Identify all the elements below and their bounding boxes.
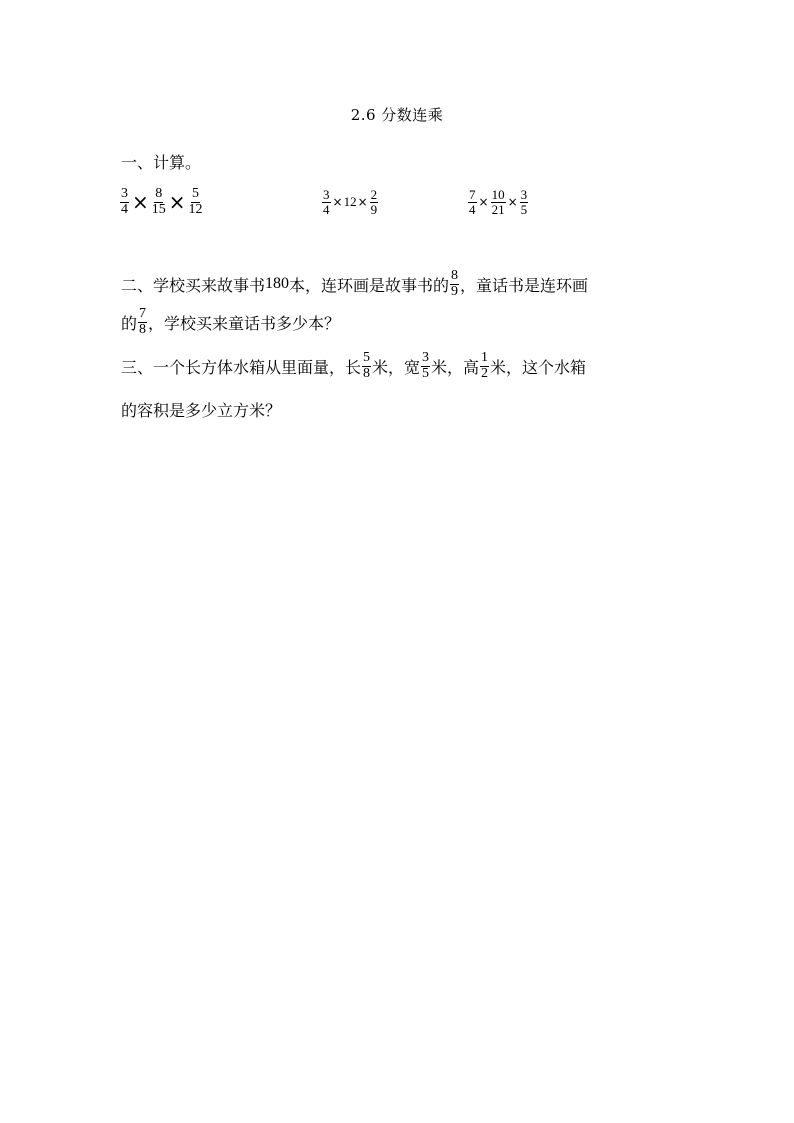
- expression-1: [119, 180, 204, 224]
- numerator: 3: [121, 185, 128, 201]
- section2-text: 二、学校买来故事书: [121, 275, 266, 295]
- multiply-sign: ×: [507, 195, 518, 209]
- fraction: [152, 187, 166, 217]
- denominator: 12: [188, 201, 203, 217]
- denominator: 4: [469, 201, 476, 217]
- denominator: 8: [139, 321, 147, 337]
- numerator: 8: [451, 267, 459, 283]
- fraction: [120, 187, 129, 217]
- denominator: 5: [520, 201, 528, 217]
- numerator: 8: [155, 185, 163, 201]
- denominator: 4: [121, 201, 128, 217]
- fraction: [450, 269, 459, 299]
- fraction: [421, 351, 430, 381]
- section2-text: ，童话书是连环画: [460, 275, 589, 295]
- fraction: [138, 307, 147, 337]
- denominator: 2: [481, 365, 489, 381]
- denominator: 9: [370, 201, 378, 217]
- section3-text: 三、一个长方体水箱从里面量，长: [121, 357, 362, 377]
- multiply-sign: ×: [478, 195, 489, 209]
- expression-2: [321, 180, 379, 224]
- fraction: [468, 188, 477, 216]
- denominator: 9: [451, 283, 459, 299]
- section2-line2: [121, 302, 340, 342]
- numerator: 5: [363, 349, 371, 365]
- section1-heading-text: 一、计算。: [121, 153, 202, 172]
- section1-heading: [121, 150, 201, 173]
- multiply-sign: ×: [168, 190, 186, 214]
- multiply-sign: ×: [332, 195, 343, 209]
- fraction: [520, 188, 529, 216]
- numerator: 10: [491, 186, 505, 202]
- expression-3: [467, 180, 529, 224]
- multiply-sign: ×: [357, 195, 368, 209]
- fraction: [189, 187, 203, 217]
- section3-text: 米，高: [431, 357, 480, 377]
- numerator: 7: [469, 186, 476, 202]
- numerator: 7: [139, 305, 147, 321]
- calculation-row: [0, 180, 794, 224]
- section2-line1: [121, 264, 588, 304]
- numerator: 2: [370, 186, 378, 202]
- fraction: [362, 351, 371, 381]
- section3-text: 米，这个水箱: [490, 357, 587, 377]
- fraction: [322, 188, 331, 216]
- section3-text: 米，宽: [372, 357, 421, 377]
- multiply-sign: ×: [132, 190, 149, 214]
- numerator: 1: [481, 349, 489, 365]
- book-count: 180: [265, 275, 290, 292]
- denominator: 5: [422, 365, 430, 381]
- section3-line1: [121, 346, 586, 386]
- numerator: 3: [422, 349, 430, 365]
- numerator: 5: [192, 185, 200, 201]
- numerator: 3: [323, 186, 330, 202]
- page-title: 2.6 分数连乘: [350, 106, 444, 124]
- section2-text: 本，连环画是故事书的: [289, 275, 450, 295]
- section2-text: ，学校买来童话书多少本？: [148, 313, 341, 333]
- section3-line2: [121, 398, 281, 421]
- denominator: 8: [363, 365, 371, 381]
- section2-text: 的: [121, 313, 138, 333]
- fraction: [370, 188, 379, 216]
- section3-text: 的容积是多少立方米？: [121, 401, 282, 420]
- fraction: [491, 188, 506, 216]
- denominator: 15: [151, 201, 166, 217]
- whole-number: 12: [343, 194, 357, 209]
- denominator: 4: [323, 201, 330, 217]
- numerator: 3: [520, 186, 528, 202]
- fraction: [480, 351, 489, 381]
- denominator: 21: [491, 201, 505, 217]
